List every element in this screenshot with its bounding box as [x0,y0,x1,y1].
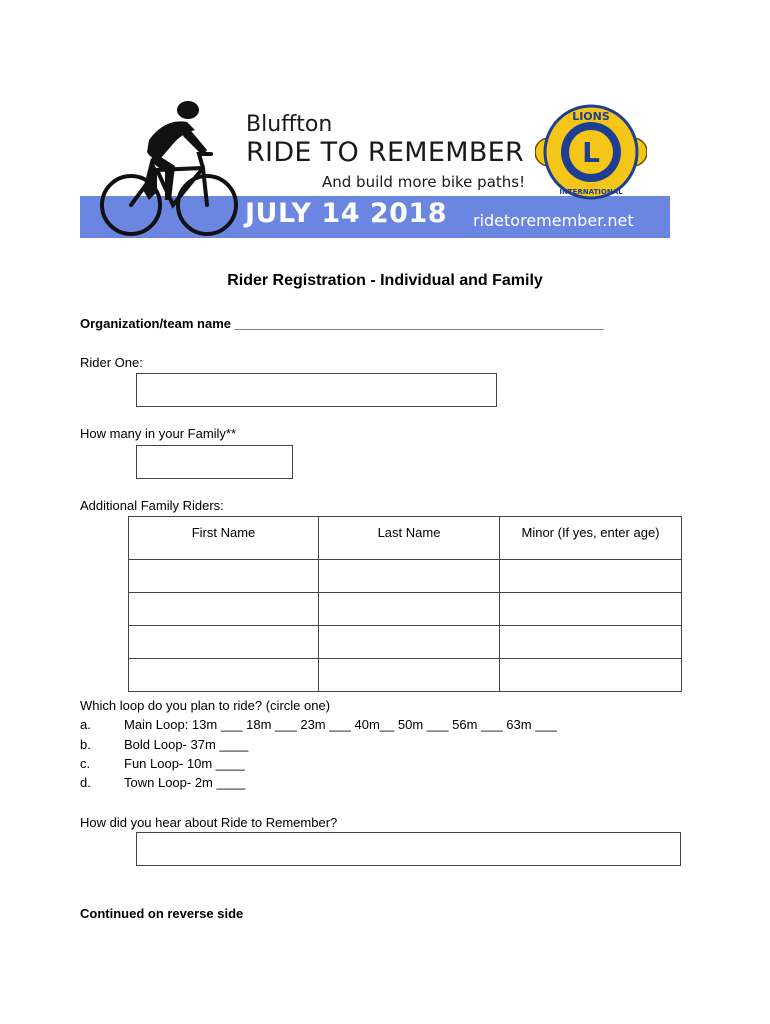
loop-option-bold[interactable] [80,737,680,755]
loop-letter: a. [80,717,91,732]
loop-option-fun[interactable] [80,756,680,774]
continued-note: Continued on reverse side [80,906,244,921]
form-title: Rider Registration - Individual and Family [227,272,543,289]
hear-about-label: How did you hear about Ride to Remember? [80,815,338,830]
loop-option-town[interactable] [80,775,680,793]
event-city: Bluffton [246,112,333,137]
column-header-minor-age: Minor (If yes, enter age) [500,517,682,560]
column-header-first-name: First Name [129,517,319,560]
event-date: JULY 14 2018 [245,198,448,229]
loop-text: Bold Loop- 37m ____ [124,737,249,752]
table-row [129,659,682,692]
hear-about-input[interactable] [136,832,681,866]
additional-riders-table [128,516,682,692]
svg-text:LIONS: LIONS [572,110,610,123]
last-name-cell[interactable] [319,560,500,593]
loop-text: Fun Loop- 10m ____ [124,756,245,771]
event-name: RIDE TO REMEMBER [246,137,525,168]
loop-letter: c. [80,756,91,771]
event-website: ridetoremember.net [473,211,634,230]
loop-question: Which loop do you plan to ride? (circle one) [80,698,331,713]
loop-text: Town Loop- 2m ____ [124,775,246,790]
table-header-row [129,517,682,560]
minor-age-cell[interactable] [500,593,682,626]
minor-age-cell[interactable] [500,560,682,593]
first-name-cell[interactable] [129,659,319,692]
family-count-input[interactable] [136,445,293,479]
table-row [129,560,682,593]
loop-option-main[interactable] [80,717,680,735]
loop-letter: b. [80,737,91,752]
minor-age-cell[interactable] [500,626,682,659]
column-header-last-name: Last Name [319,517,500,560]
minor-age-cell[interactable] [500,659,682,692]
first-name-cell[interactable] [129,560,319,593]
lions-international-logo-icon [535,100,647,204]
first-name-cell[interactable] [129,593,319,626]
table-row [129,626,682,659]
first-name-cell[interactable] [129,626,319,659]
rider-one-input[interactable] [136,373,497,407]
loop-letter: d. [80,775,91,790]
cyclist-logo-icon [95,100,240,238]
last-name-cell[interactable] [319,626,500,659]
last-name-cell[interactable] [319,593,500,626]
organization-field-label[interactable]: Organization/team name ___________________________________________________ [80,316,604,331]
svg-text:L: L [582,136,600,169]
svg-text:INTERNATIONAL: INTERNATIONAL [559,188,623,196]
family-count-label: How many in your Family** [80,426,237,441]
rider-one-label: Rider One: [80,355,143,370]
additional-riders-label: Additional Family Riders: [80,498,224,513]
table-row [129,593,682,626]
last-name-cell[interactable] [319,659,500,692]
event-tagline: And build more bike paths! [322,173,526,191]
loop-text: Main Loop: 13m ___ 18m ___ 23m ___ 40m__ 50m ___ 56m ___ 63m ___ [124,717,557,732]
